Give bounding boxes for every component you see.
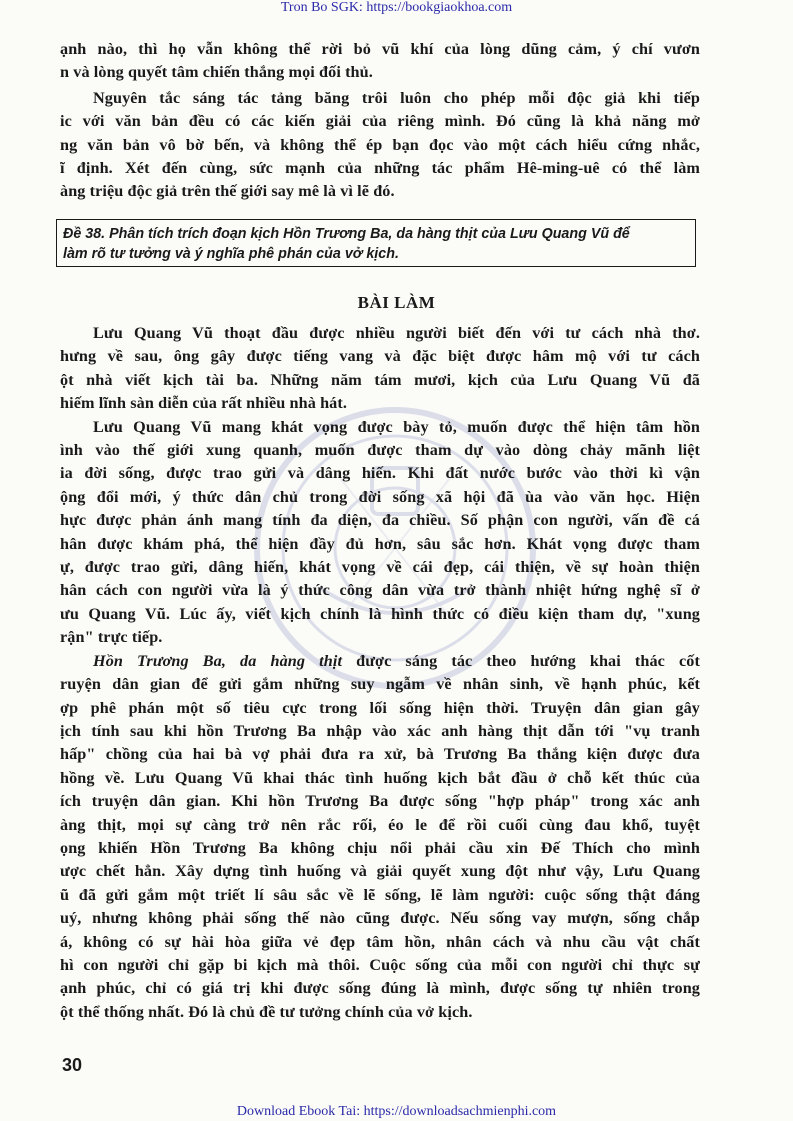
text-line: àng thịt, mọi sự càng trở nên rắc rối, éo le để rồi cuối cùng đau khổ, tuyệt [60,815,700,834]
intro-paragraph-2 [60,87,700,204]
text-line: ịch tính sau khi hồn Trương Ba nhập vào xác anh hàng thịt dẫn tới "vụ tranh [60,721,700,740]
text-line: hưng về sau, ông gây được tiếng vang và đặc biệt được hâm mộ với tư cách [60,347,700,366]
text-line: ợp phê phán một số tiêu cực trong lối sống hiện thời. Truyện dân gian gây [60,698,700,717]
text-line: ia đời sống, được trao gửi và dâng hiến. Khi đất nước bước vào thời kì vận [60,464,700,483]
text-line: àng triệu độc giả trên thế giới say mê là vì lẽ đó. [60,182,395,201]
text-line: hiếm lĩnh sàn diễn của rất nhiều nhà hát. [60,394,348,413]
text-line: hân được khám phá, thể hiện đầy đủ hơn, sâu sắc hơn. Khát vọng được tham [60,534,700,553]
text-line: ột thể thống nhất. Đó là chủ đề tư tưởng chính của vở kịch. [60,1002,473,1021]
page-number: 30 [62,1055,83,1075]
text-line: Hồn Trương Ba, da hàng thịt được sáng tác theo hướng khai thác cốt [93,651,700,670]
essay-paragraph-1 [60,322,700,416]
text-line: ng văn bản vô bờ bến, và không thể ép bạn đọc vào một cách hiểu cứng nhắc, [60,135,700,154]
text-line: ộng đổi mới, ý thức dân chủ trong đời sống xã hội đã ùa vào văn học. Hiện [60,487,700,506]
text-line: n và lòng quyết tâm chiến thắng mọi đối thủ. [60,63,373,82]
text-line: ũ đã gửi gắm một triết lí sâu sắc về lẽ sống, lẽ làm người: cuộc sống thật đáng [60,885,700,904]
prompt-line-2: làm rõ tư tưởng và ý nghĩa phê phán của vở kịch. [63,246,399,262]
essay-prompt-box [56,219,696,267]
header-link[interactable]: Tron Bo SGK: https://bookgiaokhoa.com [280,0,513,15]
essay-body [60,322,700,1024]
text-line: ọng khiến Hồn Trương Ba không chịu nổi phải cầu xin Đế Thích cho mình [60,838,700,857]
footer-link[interactable]: Download Ebook Tai: https://downloadsachmienphi.com [236,1104,557,1119]
text-line: hồng về. Lưu Quang Vũ khai thác tình huống kịch bắt đầu ở chỗ kết thúc của [60,768,700,787]
intro-text [60,38,700,204]
essay-paragraph-3 [60,650,700,1025]
text-line: ĩ định. Xét đến cùng, sức mạnh của những tác phẩm Hê-ming-uê có thể làm [60,159,700,178]
text-line: ược chết hẳn. Xây dựng tình huống và giải quyết xung đột như vậy, Lưu Quang [60,862,700,881]
text-line: hân cách con người vừa là ý thức công dân vừa trở thành nhiệt hứng nghệ sĩ ở [60,581,700,600]
text-line: ạnh nào, thì họ vẫn không thể rời bỏ vũ khí của lòng dũng cảm, ý chí vươn [60,40,700,58]
text-line: á, không có sự hài hòa giữa vẻ đẹp tâm hồn, nhân cách và nhu cầu vật chất [60,932,700,951]
intro-paragraph-1 [60,38,700,85]
text-line: ột nhà viết kịch tài ba. Những năm tám mươi, kịch của Lưu Quang Vũ đã [60,370,700,389]
text-line: hực được phản ánh mang tính đa diện, đa chiều. Số phận con người, vấn đề cá [60,511,700,530]
text-line: ruyện dân gian để gửi gắm những suy ngẫm về nhân sinh, về hạnh phúc, kết [60,675,700,694]
essay-paragraph-2 [60,416,700,650]
text-line: ích truyện dân gian. Khi hồn Trương Ba được sống "hợp pháp" trong xác anh [60,792,700,811]
text-line: Lưu Quang Vũ mang khát vọng được bày tỏ, muốn được thể hiện tâm hồn [93,417,700,436]
text-line: ưu Quang Vũ. Lúc ấy, viết kịch chính là hình thức có điều kiện tham dự, "xung [60,604,700,623]
essay-heading: BÀI LÀM [357,293,436,312]
text-line: hì con người chỉ gặp bi kịch mà thôi. Cuộc sống của mỗi con người chỉ thực sự [60,955,700,974]
text-line: ic với văn bản đều có các kiến giải của riêng mình. Đó cũng là khả năng mở [60,112,700,131]
text-line: Lưu Quang Vũ thoạt đầu được nhiều người biết đến với tư cách nhà thơ. [93,324,700,342]
text-line: ạnh phúc, chỉ có giá trị khi được sống đúng là mình, được sống tự nhiên trong [60,979,700,998]
prompt-line-1: Đề 38. Phân tích trích đoạn kịch Hồn Trương Ba, da hàng thịt của Lưu Quang Vũ để [63,226,630,242]
text-line: rận" trực tiếp. [60,628,163,647]
text-line: ình vào thế giới xung quanh, muốn được tham dự vào dòng chảy mãnh liệt [60,441,700,460]
text-line: hấp" chồng của hai bà vợ phải đưa ra xử, bà Trương Ba thắng kiện được đưa [60,745,700,764]
text-line: uý, nhưng không phải sống thế nào cũng được. Nếu sống vay mượn, sống chắp [60,909,700,928]
text-line: Nguyên tắc sáng tác tảng băng trôi luôn cho phép mỗi độc giả khi tiếp [93,88,700,107]
text-line: ự, được trao gửi, dâng hiến, khát vọng về cái đẹp, cái thiện, về sự hoàn thiện [60,558,700,577]
